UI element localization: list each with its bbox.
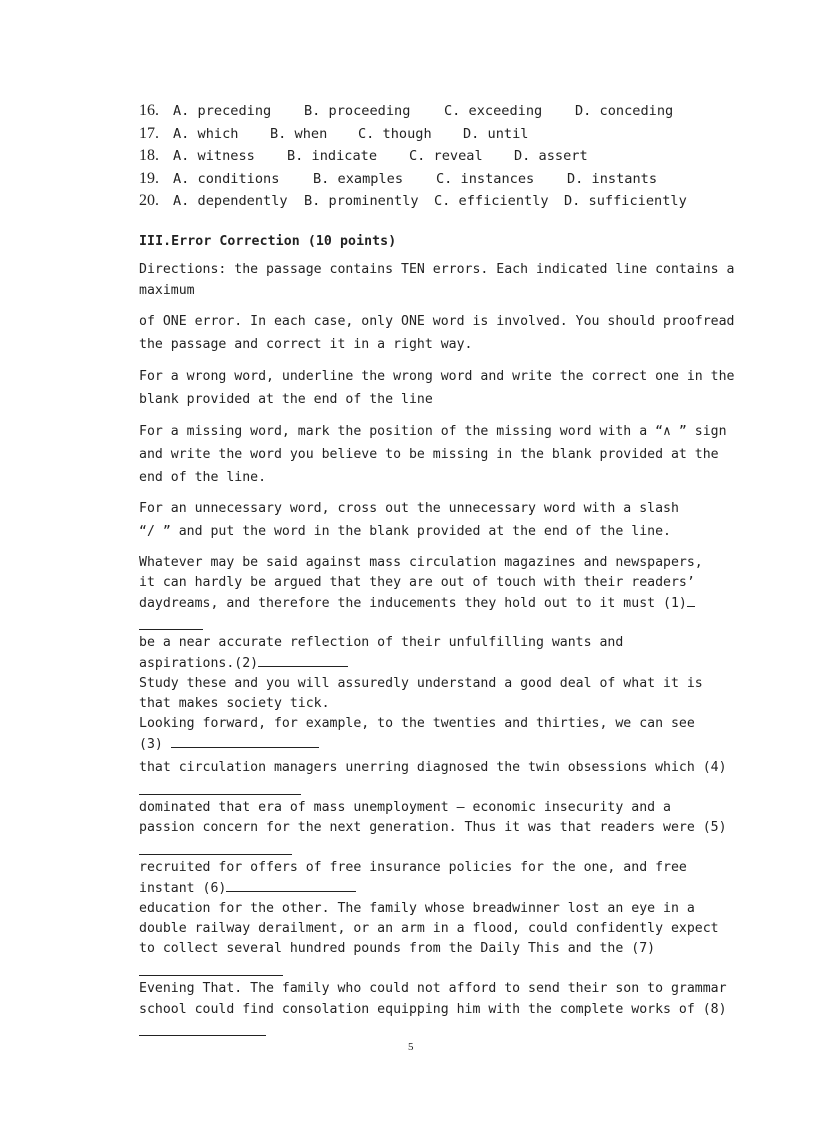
passage-line: it can hardly be argued that they are out of touch with their readers’ <box>139 575 695 590</box>
passage-line: to collect several hundred pounds from the Daily This and the (7) <box>139 941 656 956</box>
option-c: C. efficiently <box>434 193 549 209</box>
option-d: D. instants <box>567 170 658 187</box>
section-heading: III.Error Correction (10 points) <box>139 234 397 249</box>
passage-line <box>139 593 695 614</box>
passage-line <box>139 653 348 674</box>
directions-line: maximum <box>139 282 195 298</box>
question-number: 18. <box>139 147 159 164</box>
option-c: C. exceeding <box>444 103 543 119</box>
passage-line: Whatever may be said against mass circulation magazines and newspapers, <box>139 555 703 570</box>
directions-line: and write the word you believe to be missing in the blank provided at the <box>139 446 719 462</box>
passage-line: passion concern for the next generation. Thus it was that readers were (5) <box>139 820 727 835</box>
option-d: D. sufficiently <box>564 193 687 209</box>
question-row-19 <box>139 170 779 193</box>
passage-line <box>139 734 319 755</box>
passage-line: Evening That. The family who could not afford to send their son to grammar <box>139 981 727 996</box>
directions-paragraph <box>139 366 735 412</box>
passage-line: school could find consolation equipping him with the complete works of (8) <box>139 1002 727 1017</box>
option-c: C. though <box>358 125 432 142</box>
page-number: 5 <box>408 1041 414 1053</box>
passage-line: dominated that era of mass unemployment – economic insecurity and a <box>139 800 671 815</box>
answer-blank-7[interactable] <box>139 975 283 976</box>
question-row-17 <box>139 125 779 148</box>
directions-line: “/ ” and put the word in the blank provided at the end of the line. <box>139 523 671 539</box>
directions-paragraph <box>139 421 727 489</box>
passage-line <box>139 878 356 899</box>
answer-blank-1-start[interactable] <box>687 593 695 607</box>
option-b: B. prominently <box>304 193 419 209</box>
directions-line: blank provided at the end of the line <box>139 391 433 407</box>
question-row-20 <box>139 192 779 215</box>
answer-blank-8[interactable] <box>139 1035 266 1036</box>
option-a: A. witness <box>173 148 255 164</box>
passage-line: Looking forward, for example, to the twenties and thirties, we can see <box>139 716 695 731</box>
option-a: A. conditions <box>173 170 280 187</box>
directions-line: For an unnecessary word, cross out the unnecessary word with a slash <box>139 501 679 516</box>
option-b: B. when <box>270 125 328 142</box>
passage-line: that makes society tick. <box>139 696 330 711</box>
option-c: C. reveal <box>409 148 483 164</box>
passage-line: education for the other. The family whose breadwinner lost an eye in a <box>139 901 695 916</box>
option-d: D. assert <box>514 148 588 164</box>
answer-blank-1[interactable] <box>139 629 203 630</box>
option-a: A. which <box>173 125 239 142</box>
passage-line: double railway derailment, or an arm in a flood, could confidently expect <box>139 921 719 936</box>
question-number: 17. <box>139 124 159 142</box>
question-number: 16. <box>139 102 159 119</box>
directions-line: For a wrong word, underline the wrong word and write the correct one in the <box>139 369 735 384</box>
option-b: B. indicate <box>287 148 378 164</box>
directions-line: of ONE error. In each case, only ONE word is involved. You should proofread <box>139 314 735 329</box>
answer-blank-5[interactable] <box>139 854 292 855</box>
passage-text: aspirations.(2) <box>139 656 259 671</box>
directions-paragraph <box>139 259 735 300</box>
passage-line: recruited for offers of free insurance policies for the one, and free <box>139 860 687 875</box>
passage-line: be a near accurate reflection of their unfulfilling wants and <box>139 635 624 650</box>
answer-blank-2[interactable] <box>258 653 348 667</box>
passage-text: daydreams, and therefore the inducements they hold out to it must (1) <box>139 596 687 611</box>
answer-blank-3[interactable] <box>171 734 319 748</box>
option-c: C. instances <box>436 170 535 187</box>
directions-line: For a missing word, mark the position of the missing word with a “∧ ” sign <box>139 424 727 439</box>
directions-paragraph <box>139 311 735 357</box>
multiple-choice-list <box>139 102 779 215</box>
question-number: 20. <box>139 192 159 209</box>
option-d: D. until <box>463 125 529 142</box>
answer-blank-4[interactable] <box>139 794 301 795</box>
option-b: B. proceeding <box>304 103 411 119</box>
passage-text: (3) <box>139 737 171 752</box>
directions-line: Directions: the passage contains TEN errors. Each indicated line contains a <box>139 262 735 277</box>
option-a: A. preceding <box>173 103 272 119</box>
question-row-16 <box>139 102 779 125</box>
option-a: A. dependently <box>173 193 288 209</box>
question-row-18 <box>139 147 779 170</box>
passage-line: Study these and you will assuredly understand a good deal of what it is <box>139 676 703 691</box>
directions-line: end of the line. <box>139 469 267 485</box>
passage-line: that circulation managers unerring diagnosed the twin obsessions which (4) <box>139 760 727 775</box>
answer-blank-6[interactable] <box>226 878 356 892</box>
directions-line: the passage and correct it in a right way. <box>139 336 473 352</box>
question-number: 19. <box>139 169 159 187</box>
passage-text: instant (6) <box>139 881 227 896</box>
directions-paragraph <box>139 498 719 544</box>
option-b: B. examples <box>313 170 404 187</box>
option-d: D. conceding <box>575 103 674 119</box>
